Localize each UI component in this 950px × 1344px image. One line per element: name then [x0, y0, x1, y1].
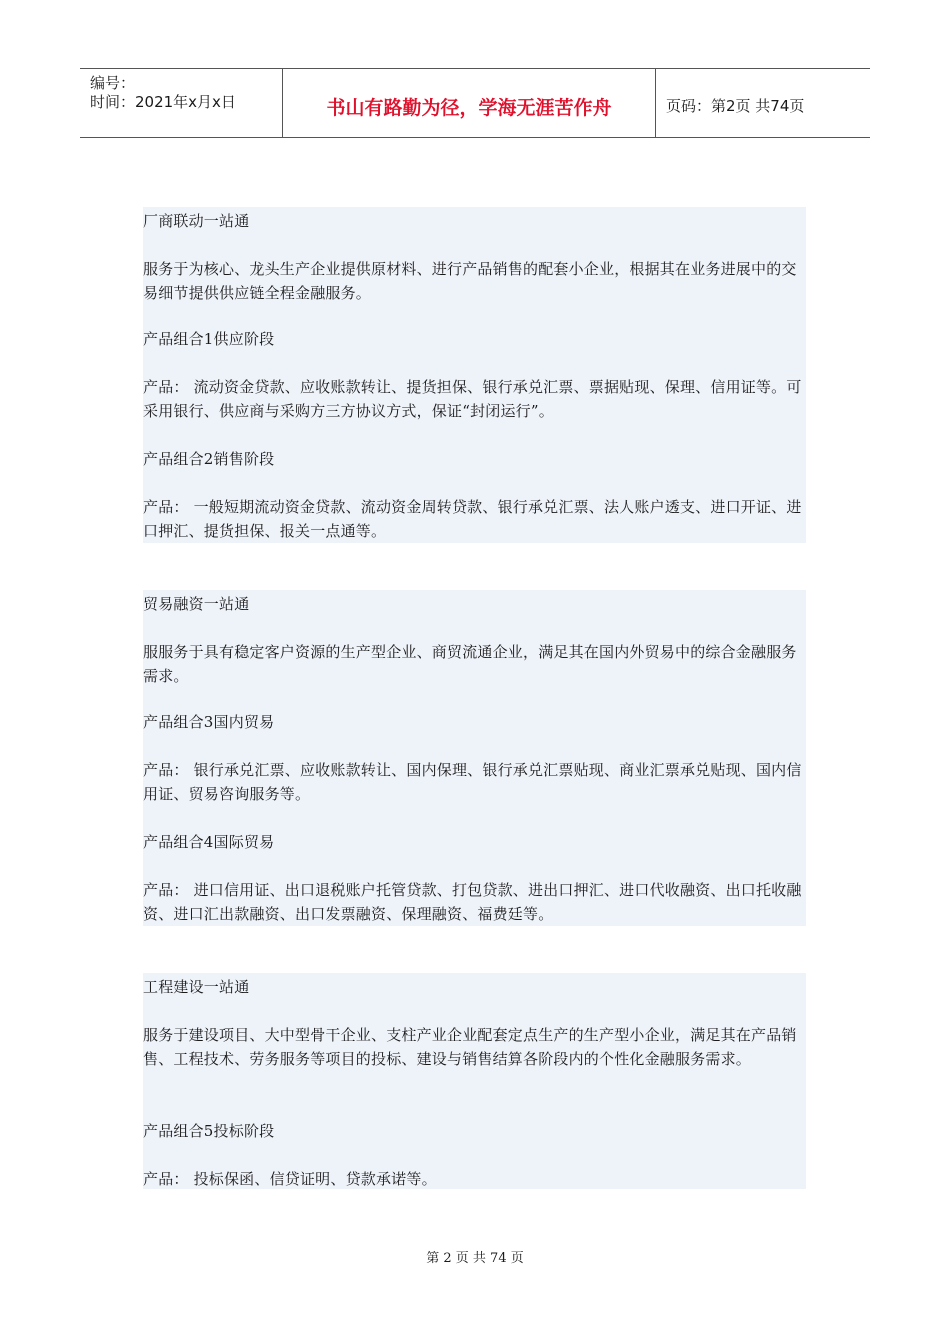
product-group-products: 产品： 投标保函、信贷证明、贷款承诺等。 [143, 1170, 437, 1188]
product-group-products: 产品： 进口信用证、出口退税账户托管贷款、打包贷款、进出口押汇、进口代收融资、出口托收融资、进口汇出款融资、出口发票融资、保理融资、福费廷等。 [143, 881, 802, 923]
section-title: 工程建设一站通 [143, 978, 250, 996]
header-left-cell [80, 69, 283, 137]
document-time-label: 时间：2021年x月x日 [90, 93, 236, 111]
section-description: 服务于为核心、龙头生产企业提供原材料、进行产品销售的配套小企业，根据其在业务进展中的交易细节提供供应链全程金融服务。 [143, 260, 797, 302]
product-group-products: 产品： 一般短期流动资金贷款、流动资金周转贷款、银行承兑汇票、法人账户透支、进口开证、进口押汇、提货担保、报关一点通等。 [143, 498, 802, 540]
section-supply-chain [143, 207, 806, 543]
section-title: 厂商联动一站通 [143, 212, 250, 230]
product-group-products: 产品： 流动资金贷款、应收账款转让、提货担保、银行承兑汇票、票据贴现、保理、信用证等。可采用银行、供应商与采购方三方协议方式，保证“封闭运行”。 [143, 378, 802, 420]
section-title: 贸易融资一站通 [143, 595, 250, 613]
product-group-title: 产品组合5投标阶段 [143, 1122, 275, 1140]
header-right-cell [656, 69, 870, 137]
section-description: 服务于建设项目、大中型骨干企业、支柱产业企业配套定点生产的生产型小企业，满足其在产品销售、工程技术、劳务服务等项目的投标、建设与销售结算各阶段内的个性化金融服务需求。 [143, 1026, 797, 1068]
header-page-label: 页码：第2页 共74页 [666, 97, 805, 115]
section-engineering-construction [143, 973, 806, 1189]
product-group-title: 产品组合2销售阶段 [143, 450, 275, 468]
product-group-products: 产品： 银行承兑汇票、应收账款转让、国内保理、银行承兑汇票贴现、商业汇票承兑贴现、国内信用证、贸易咨询服务等。 [143, 761, 802, 803]
product-group-title: 产品组合1供应阶段 [143, 330, 275, 348]
document-number-label: 编号： [90, 74, 136, 92]
page-footer: 第 2 页 共 74 页 [426, 1251, 524, 1266]
page-header [80, 68, 870, 138]
header-middle-cell [283, 69, 656, 137]
section-trade-finance [143, 590, 806, 926]
header-motto: 书山有路勤为径，学海无涯苦作舟 [326, 97, 612, 119]
product-group-title: 产品组合4国际贸易 [143, 833, 275, 851]
product-group-title: 产品组合3国内贸易 [143, 713, 275, 731]
section-description: 服服务于具有稳定客户资源的生产型企业、商贸流通企业，满足其在国内外贸易中的综合金融服务需求。 [143, 643, 797, 685]
